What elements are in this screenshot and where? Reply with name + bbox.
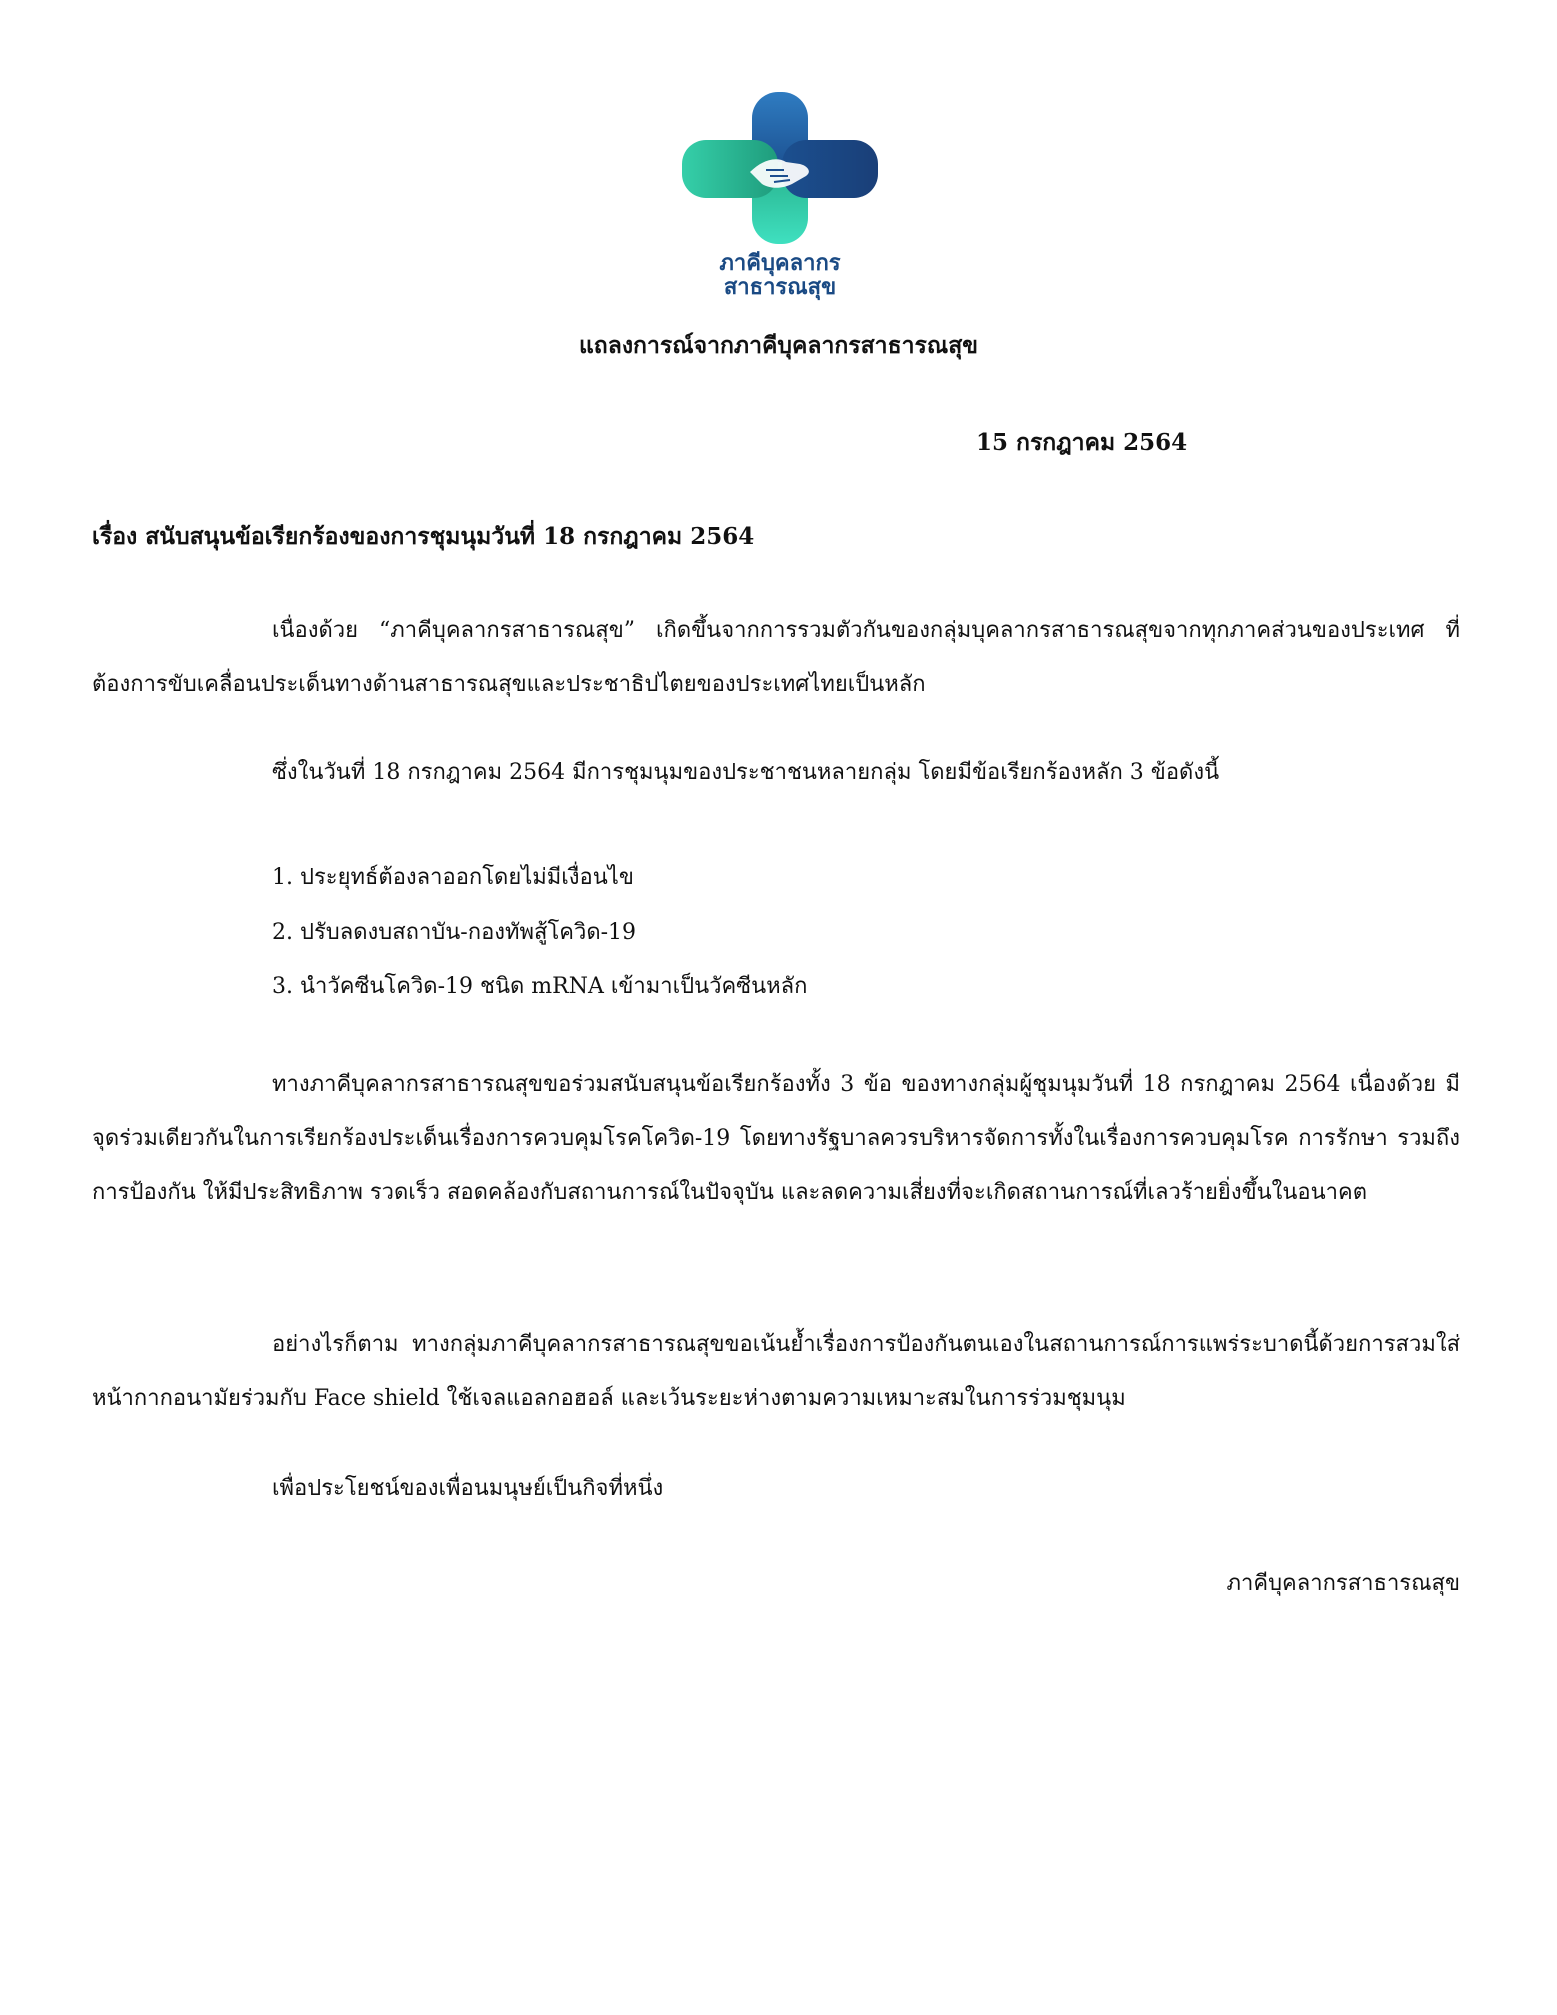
list-item: 1. ประยุทธ์ต้องลาออกโดยไม่มีเงื่อนไข <box>272 865 634 890</box>
logo-text-line2: สาธารณสุข <box>723 275 837 300</box>
organization-logo <box>680 92 880 307</box>
paragraph-demands-intro: ซึ่งในวันที่ 18 กรกฎาคม 2564 มีการชุมนุมของประชาชนหลายกลุ่ม โดยมีข้อเรียกร้องหลัก 3 ข้อดังนี้ <box>272 760 1220 785</box>
closing-motto: เพื่อประโยชน์ของเพื่อนมนุษย์เป็นกิจที่หนึ่ง <box>272 1476 664 1501</box>
cross-handshake-icon <box>680 92 880 272</box>
document-subject: เรื่อง สนับสนุนข้อเรียกร้องของการชุมนุมวันที่ 18 กรกฎาคม 2564 <box>92 523 755 550</box>
paragraph-support <box>92 1058 1460 1220</box>
paragraph-support-text: ทางภาคีบุคลากรสาธารณสุขขอร่วมสนับสนุนข้อเรียกร้องทั้ง 3 ข้อ ของทางกลุ่มผู้ชุมนุมวันที่ 18 กรกฎาคม 2564 เนื่องด้วย มีจุดร่วมเดียวกันในการเรียกร้องประเด็นเรื่องการควบคุมโรคโควิด-19 โดยทางรัฐบาลควรบริหารจัดการทั้งในเรื่องการควบคุมโรค การรักษา รวมถึงการป้องกัน ให้มีประสิทธิภาพ รวดเร็ว สอดคล้องกับสถานการณ์ในปัจจุบัน และลดความเสี่ยงที่จะเกิดสถานการณ์ที่เลวร้ายยิ่งขึ้นในอนาคต <box>92 1072 1460 1205</box>
document-date: 15 กรกฎาคม 2564 <box>976 429 1188 456</box>
list-item: 2. ปรับลดงบสถาบัน-กองทัพสู้โควิด-19 <box>272 920 637 945</box>
document-heading: แถลงการณ์จากภาคีบุคลากรสาธารณสุข <box>578 332 979 359</box>
list-item: 3. นำวัคซีนโควิด-19 ชนิด mRNA เข้ามาเป็นวัคซีนหลัก <box>272 974 808 999</box>
paragraph-intro-text: เนื่องด้วย “ภาคีบุคลากรสาธารณสุข” เกิดขึ้นจากการรวมตัวกันของกลุ่มบุคลากรสาธารณสุขจากทุกภาคส่วนของประเทศ ที่ต้องการขับเคลื่อนประเด็นทางด้านสาธารณสุขและประชาธิปไตยของประเทศไทยเป็นหลัก <box>92 618 1460 697</box>
paragraph-safety-text: อย่างไรก็ตาม ทางกลุ่มภาคีบุคลากรสาธารณสุขขอเน้นย้ำเรื่องการป้องกันตนเองในสถานการณ์การแพร่ระบาดนี้ด้วยการสวมใส่หน้ากากอนามัยร่วมกับ Face shield ใช้เจลแอลกอฮอล์ และเว้นระยะห่างตามความเหมาะสมในการร่วมชุมนุม <box>92 1332 1460 1411</box>
signature: ภาคีบุคลากรสาธารณสุข <box>1226 1571 1460 1596</box>
logo-text-line1: ภาคีบุคลากร <box>719 251 841 276</box>
paragraph-intro <box>92 604 1460 712</box>
paragraph-safety <box>92 1318 1460 1426</box>
